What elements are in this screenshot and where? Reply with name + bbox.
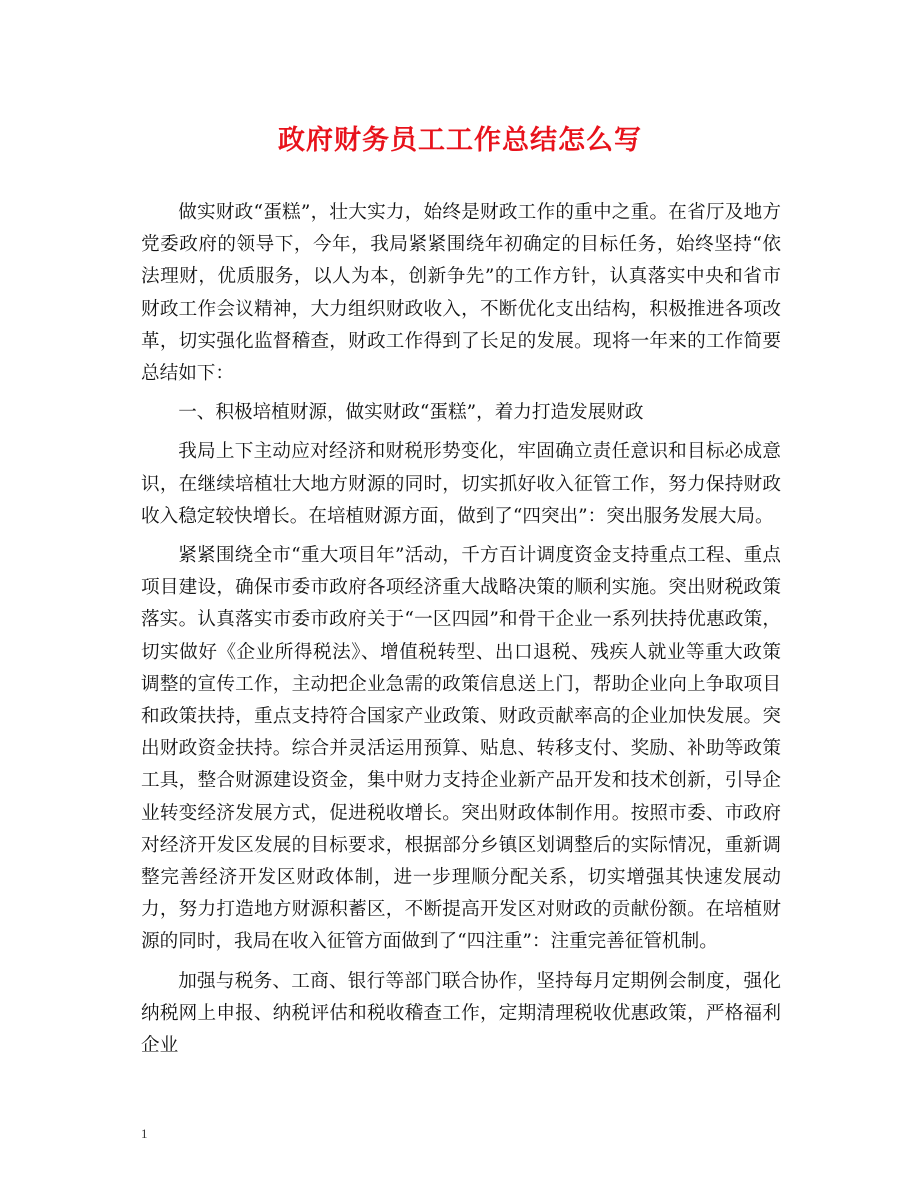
paragraph-intro: 做实财政“蛋糕”，壮大实力，始终是财政工作的重中之重。在省厅及地方党委政府的领导下，今年，我局紧紧围绕年初确定的目标任务，始终坚持“依法理财，优质服务，以人为本，创新争先”的工作方针，认真落实中央和省市财政工作会议精神，大力组织财政收入，不断优化支出结构，积极推进各项改革，切实强化监督稽查，财政工作得到了长足的发展。现将一年来的工作简要总结如下： — [141, 202, 781, 385]
paragraph-projects: 紧紧围绕全市“重大项目年”活动，千方百计调度资金支持重点工程、重点项目建设，确保市委市政府各项经济重大战略决策的顺利实施。突出财税政策落实。认真落实市委市政府关于“一区四园”和骨干企业一系列扶持优惠政策，切实做好《企业所得税法》、增值税转型、出口退税、残疾人就业等重大政策调整的宣传工作，主动把企业急需的政策信息送上门，帮助企业向上争取项目和政策扶持，重点支持符合国家产业政策、财政贡献率高的企业加快发展。突出财政资金扶持。综合并灵活运用预算、贴息、转移支付、奖励、补助等政策工具，整合财源建设资金，集中财力支持企业新产品开发和技术创新，引导企业转变经济发展方式，促进税收增长。突出财政体制作用。按照市委、市政府对经济开发区发展的目标要求，根据部分乡镇区划调整后的实际情况，重新调整完善经济开发区财政体制，进一步理顺分配关系，切实增强其快速发展动力，努力打造地方财源积蓄区，不断提高开发区对财政的贡献份额。在培植财源的同时，我局在收入征管方面做到了“四注重”：注重完善征管机制。 — [141, 545, 781, 953]
paragraph-cooperation: 加强与税务、工商、银行等部门联合协作，坚持每月定期例会制度，强化纳税网上申报、纳税评估和税收稽查工作，定期清理税收优惠政策，严格福利企业 — [141, 970, 781, 1057]
page-number: 1 — [141, 1126, 148, 1141]
section-heading: 一、积极培植财源，做实财政“蛋糕”，着力打造发展财政 — [178, 402, 644, 424]
document-body — [141, 197, 781, 1069]
document-title: 政府财务员工工作总结怎么写 — [278, 125, 642, 156]
paragraph-revenue: 我局上下主动应对经济和财税形势变化，牢固确立责任意识和目标必成意识，在继续培植壮大地方财源的同时，切实抓好收入征管工作，努力保持财政收入稳定较快增长。在培植财源方面，做到了“四突出”：突出服务发展大局。 — [141, 441, 781, 527]
